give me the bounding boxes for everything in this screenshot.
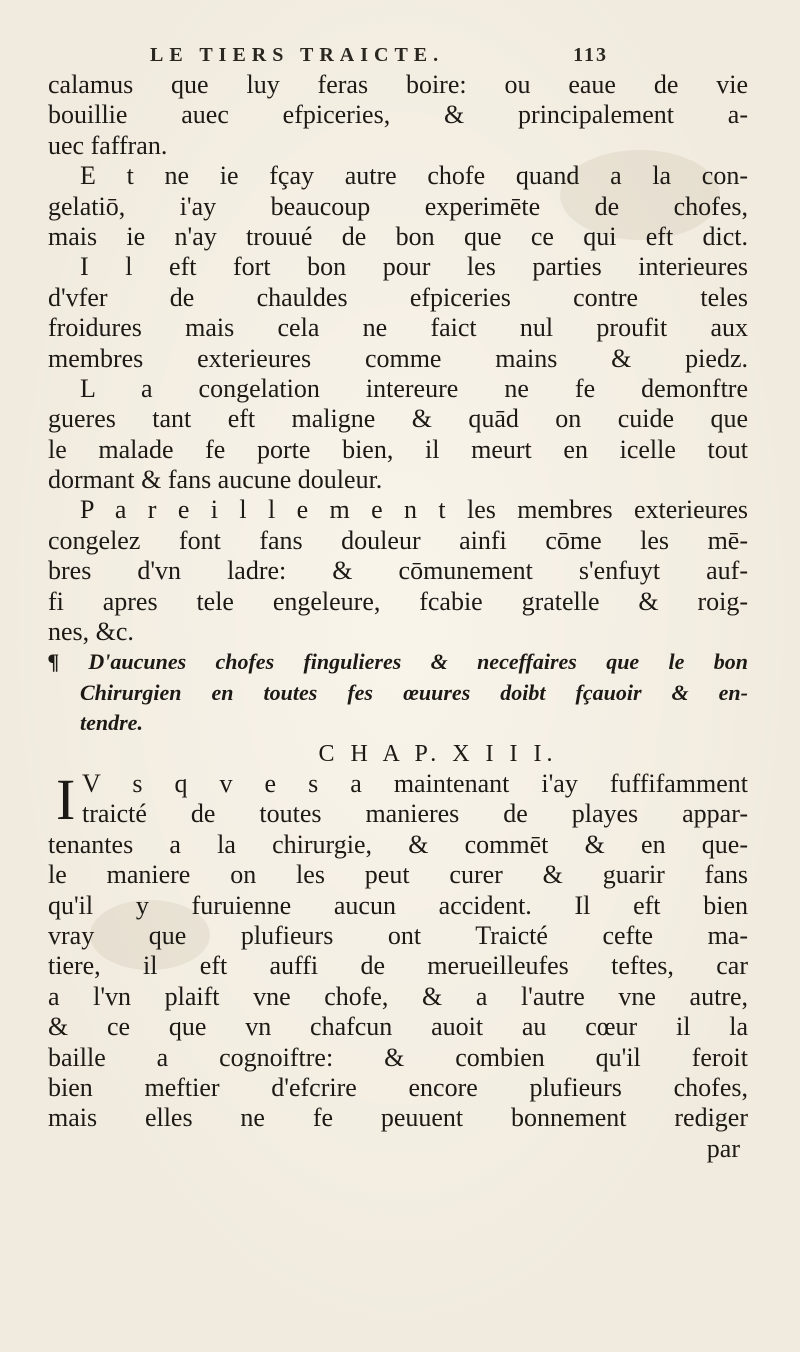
- section-heading-line: ¶ D'aucunes chofes fingulieres & neceffaires que le bon: [48, 649, 748, 675]
- text-line: tenantes a la chirurgie, & commēt & en que-: [48, 829, 748, 859]
- text-line: P a r e i l l e m e n t les membres exterieures: [80, 495, 748, 525]
- text-line: qu'il y furuienne aucun accident. Il eft bien: [48, 890, 748, 920]
- section-heading-line: tendre.: [80, 710, 143, 736]
- chapter-opening: [48, 766, 748, 832]
- catchword: par: [706, 1133, 740, 1163]
- body-text: [48, 70, 748, 1164]
- text-line: E t ne ie fçay autre chofe quand a la con-: [80, 161, 748, 191]
- page-number: 113: [573, 44, 608, 66]
- text-line: uec faffran.: [48, 130, 168, 160]
- text-line: nes, &c.: [48, 617, 134, 647]
- text-line: froidures mais cela ne faict nul proufit aux: [48, 313, 748, 343]
- text-line: le maniere on les peut curer & guarir fans: [48, 860, 748, 890]
- text-line: mais ie n'ay trouué de bon que ce qui eft dict.: [48, 221, 748, 251]
- running-head: [150, 44, 608, 67]
- text-line: L a congelation intereure ne fe demonftre: [80, 373, 748, 403]
- text-line: d'vfer de chauldes efpiceries contre teles: [48, 282, 748, 312]
- text-line: bres d'vn ladre: & cōmunement s'enfuyt auf-: [48, 556, 748, 586]
- text-line: I l eft fort bon pour les parties interieures: [80, 252, 748, 282]
- text-line: mais elles ne fe peuuent bonnement rediger: [48, 1103, 748, 1133]
- text-line: gueres tant eft maligne & quād on cuide que: [48, 404, 748, 434]
- text-line: dormant & fans aucune douleur.: [48, 465, 383, 495]
- text-line: baille a cognoiftre: & combien qu'il feroit: [48, 1042, 748, 1072]
- text-line: traicté de toutes manieres de playes appar-: [82, 799, 748, 829]
- text-line: bien meftier d'efcrire encore plufieurs chofes,: [48, 1072, 748, 1102]
- text-line: gelatiō, i'ay beaucoup experimēte de chofes,: [48, 191, 748, 221]
- text-line: le malade fe porte bien, il meurt en icelle tout: [48, 434, 748, 464]
- drop-capital: I: [56, 766, 76, 832]
- section-heading-line: Chirurgien en toutes fes œuures doibt fçauoir & en-: [80, 679, 748, 705]
- text-line: fi apres tele engeleure, fcabie gratelle & roig-: [48, 586, 748, 616]
- text-line: calamus que luy feras boire: ou eaue de vie: [48, 70, 748, 99]
- text-line: a l'vn plaift vne chofe, & a l'autre vne autre,: [48, 981, 748, 1011]
- text-line: tiere, il eft auffi de merueilleufes teftes, car: [48, 951, 748, 981]
- text-line: vray que plufieurs ont Traicté cefte ma-: [48, 920, 748, 950]
- text-line: bouillie auec efpiceries, & principalement a-: [48, 100, 748, 130]
- chapter-title: C H A P. X I I I.: [318, 740, 558, 767]
- running-head-title: LE TIERS TRAICTE.: [150, 44, 445, 66]
- text-line: V s q v e s a maintenant i'ay fuffifamment: [82, 768, 748, 798]
- text-line: & ce que vn chafcun auoit au cœur il la: [48, 1012, 748, 1042]
- text-line: congelez font fans douleur ainfi cōme les mē-: [48, 525, 748, 555]
- text-line: membres exterieures comme mains & piedz.: [48, 343, 748, 373]
